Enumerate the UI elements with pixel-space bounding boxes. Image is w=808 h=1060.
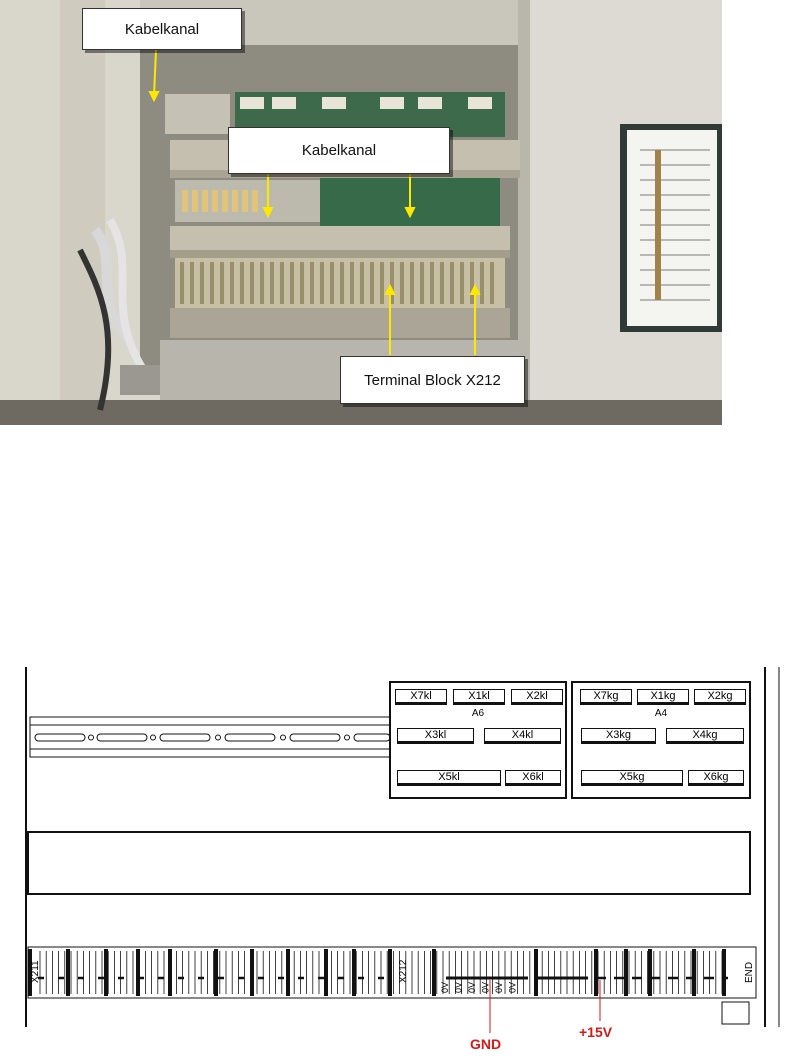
kabelkanal-middle-callout: Kabelkanal <box>228 127 450 174</box>
terminal-label-x211: X211 <box>30 960 41 983</box>
module-a4-label: A4 <box>654 708 668 719</box>
connector-x2kg: X2kg <box>694 689 746 703</box>
terminal-0v: 0V <box>494 981 504 993</box>
connector-x4kl: X4kl <box>484 728 561 742</box>
terminal-label-x212: X212 <box>398 959 409 983</box>
terminal-strip <box>28 947 756 998</box>
schematic-frame <box>0 655 808 1060</box>
terminal-group-separator <box>250 949 254 996</box>
terminal-group-separator <box>722 949 726 996</box>
connector-x7kg: X7kg <box>580 689 632 703</box>
terminal-label-end: END <box>744 961 755 983</box>
connector-x1kg: X1kg <box>637 689 689 703</box>
connector-x6kg: X6kg <box>688 770 744 784</box>
terminal-group-separator <box>594 949 598 996</box>
connector-x7kl: X7kl <box>395 689 447 703</box>
terminal-group-separator <box>692 949 696 996</box>
terminal-0v: 0V <box>440 981 450 993</box>
gnd-annotation: GND <box>470 1036 502 1052</box>
connector-x3kg: X3kg <box>581 728 656 742</box>
terminal-group-separator <box>534 949 538 996</box>
connector-x5kl: X5kl <box>397 770 501 784</box>
terminal-group-separator <box>648 949 652 996</box>
terminal-group-separator <box>104 949 108 996</box>
terminal-0v: 0V <box>480 981 491 993</box>
connector-x6kl: X6kl <box>505 770 561 784</box>
terminal-group-separator <box>286 949 290 996</box>
terminal-0v: 0V <box>467 981 477 993</box>
module-a6-label: A6 <box>471 708 485 719</box>
kabelkanal-top-callout: Kabelkanal <box>82 8 242 50</box>
connector-x3kl: X3kl <box>397 728 474 742</box>
terminal-group-separator <box>66 949 70 996</box>
terminal-group-separator <box>352 949 356 996</box>
terminal-0v: 0V <box>507 981 518 993</box>
terminal-group-separator <box>624 949 628 996</box>
terminal-group-separator <box>432 949 436 996</box>
connector-x2kl: X2kl <box>511 689 563 703</box>
connector-x4kg: X4kg <box>666 728 744 742</box>
cabinet-photo <box>0 0 722 425</box>
terminal-group-separator <box>168 949 172 996</box>
terminal-group-separator <box>136 949 140 996</box>
terminal-block-callout: Terminal Block X212 <box>340 356 525 404</box>
terminal-group-separator <box>388 949 392 996</box>
plus15v-annotation: +15V <box>579 1024 613 1040</box>
terminal-0v: 0V <box>453 981 464 993</box>
cabinet-schematic <box>0 655 808 1060</box>
connector-x5kg: X5kg <box>581 770 683 784</box>
terminal-strip-drawing <box>28 947 756 998</box>
terminal-group-separator <box>324 949 328 996</box>
terminal-group-separator <box>214 949 218 996</box>
connector-x1kl: X1kl <box>453 689 505 703</box>
